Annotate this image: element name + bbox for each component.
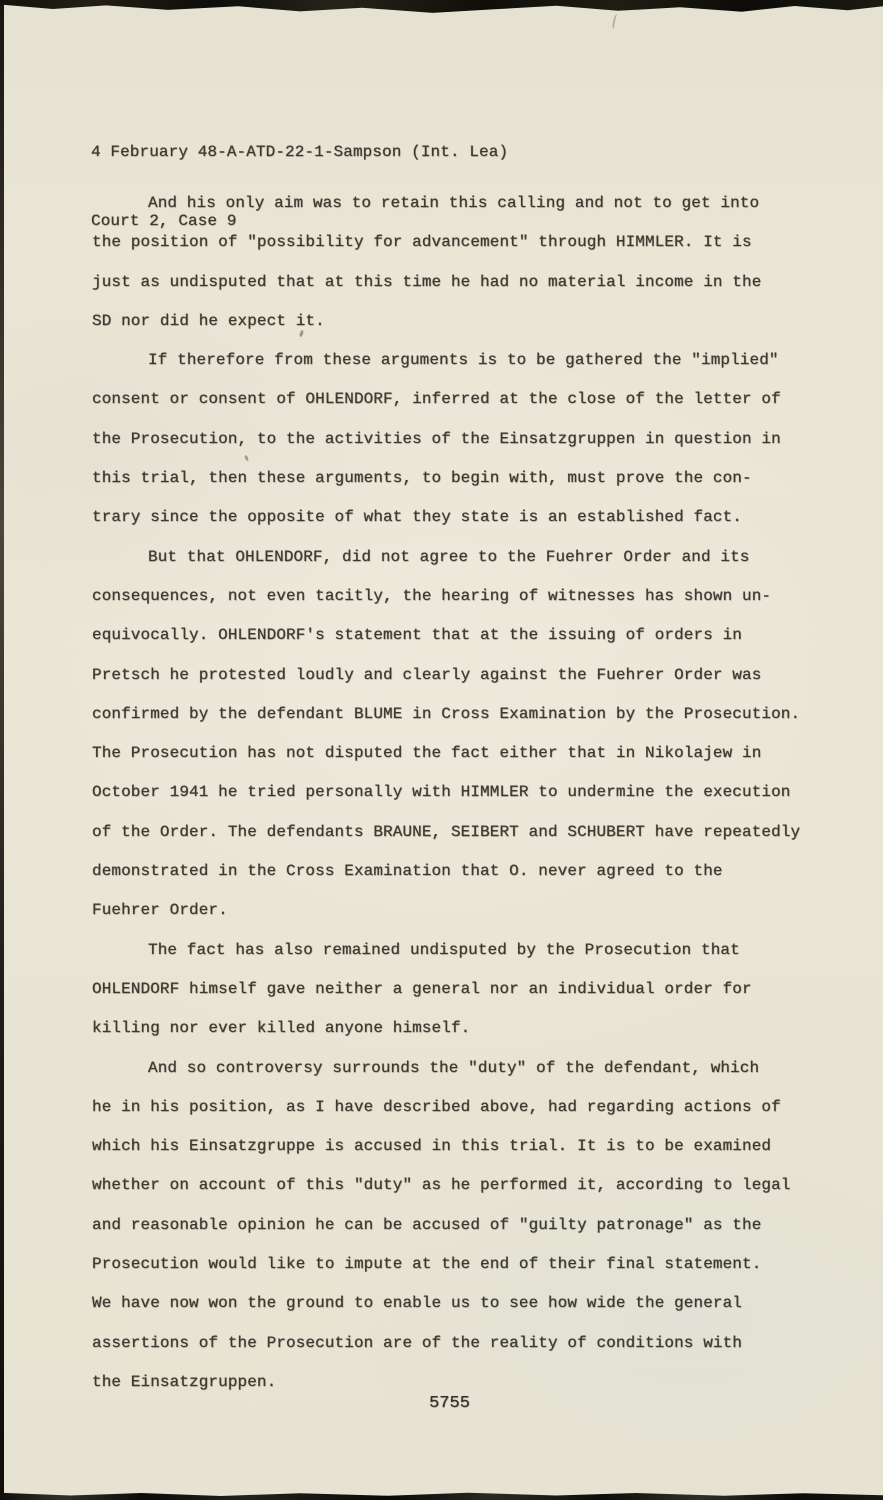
text-line: And his only aim was to retain this calling and not to get into — [148, 194, 760, 212]
text-line: this trial, then these arguments, to begin with, must prove the con- — [92, 469, 752, 488]
text-line: OHLENDORF himself gave neither a general nor an individual order for — [92, 979, 752, 998]
pencil-mark — [612, 14, 620, 30]
text-line: But that OHLENDORF, did not agree to the Fuehrer Order and its — [148, 547, 750, 566]
text-line: whether on account of this "duty" as he performed it, according to legal — [92, 1176, 791, 1195]
text-line: Prosecution would like to impute at the end of their final statement. — [92, 1255, 762, 1274]
document-body — [92, 184, 822, 1402]
text-line: which his Einsatzgruppe is accused in this trial. It is to be examined — [92, 1137, 772, 1156]
scan-edge-bottom — [0, 1490, 883, 1500]
scan-edge-top — [0, 0, 883, 15]
text-line: And so controversy surrounds the "duty" of the defendant, which — [148, 1058, 760, 1077]
text-line: Fuehrer Order. — [92, 901, 228, 920]
text-line: the Einsatzgruppen. — [92, 1372, 277, 1391]
text-line: he in his position, as I have described above, had regarding actions of — [92, 1097, 781, 1116]
text-line: demonstrated in the Cross Examination that O. never agreed to the — [92, 862, 723, 881]
text-line: confirmed by the defendant BLUME in Cross Examination by the Prosecution. — [92, 704, 801, 723]
scan-edge-left — [0, 4, 4, 1500]
text-line: consent or consent of OHLENDORF, inferred at the close of the letter of — [92, 390, 781, 409]
header-case-reference: 4 February 48-A-ATD-22-1-Sampson (Int. Lea) — [91, 143, 509, 161]
text-line: the Prosecution, to the activities of the Einsatzgruppen in question in — [92, 429, 781, 448]
text-line: October 1941 he tried personally with HIMMLER to undermine the execution — [92, 783, 791, 802]
text-line: killing nor ever killed anyone himself. — [92, 1019, 471, 1038]
text-line: If therefore from these arguments is to be gathered the "implied" — [148, 351, 779, 370]
text-line: and reasonable opinion he can be accused of "guilty patronage" as the — [92, 1215, 762, 1234]
text-line: We have now won the ground to enable us to see how wide the general — [92, 1294, 743, 1313]
text-line: assertions of the Prosecution are of the reality of conditions with — [92, 1333, 743, 1352]
header-court-case: Court 2, Case 9 — [91, 212, 237, 230]
text-line: just as undisputed that at this time he had no material income in the — [92, 272, 762, 291]
text-line: trary since the opposite of what they state is an established fact. — [92, 508, 743, 527]
text-line: the position of "possibility for advancement" through HIMMLER. It is — [92, 233, 752, 252]
text-line: SD nor did he expect it. — [92, 311, 325, 330]
page-number: 5755 — [429, 1394, 470, 1413]
text-line: Pretsch he protested loudly and clearly against the Fuehrer Order was — [92, 665, 762, 684]
text-line: The fact has also remained undisputed by the Prosecution that — [148, 940, 740, 959]
text-line: consequences, not even tacitly, the hearing of witnesses has shown un- — [92, 586, 772, 605]
text-line: The Prosecution has not disputed the fact either that in Nikolajew in — [92, 744, 762, 763]
text-line: of the Order. The defendants BRAUNE, SEIBERT and SCHUBERT have repeatedly — [92, 822, 801, 841]
text-line: equivocally. OHLENDORF's statement that at the issuing of orders in — [92, 626, 743, 645]
